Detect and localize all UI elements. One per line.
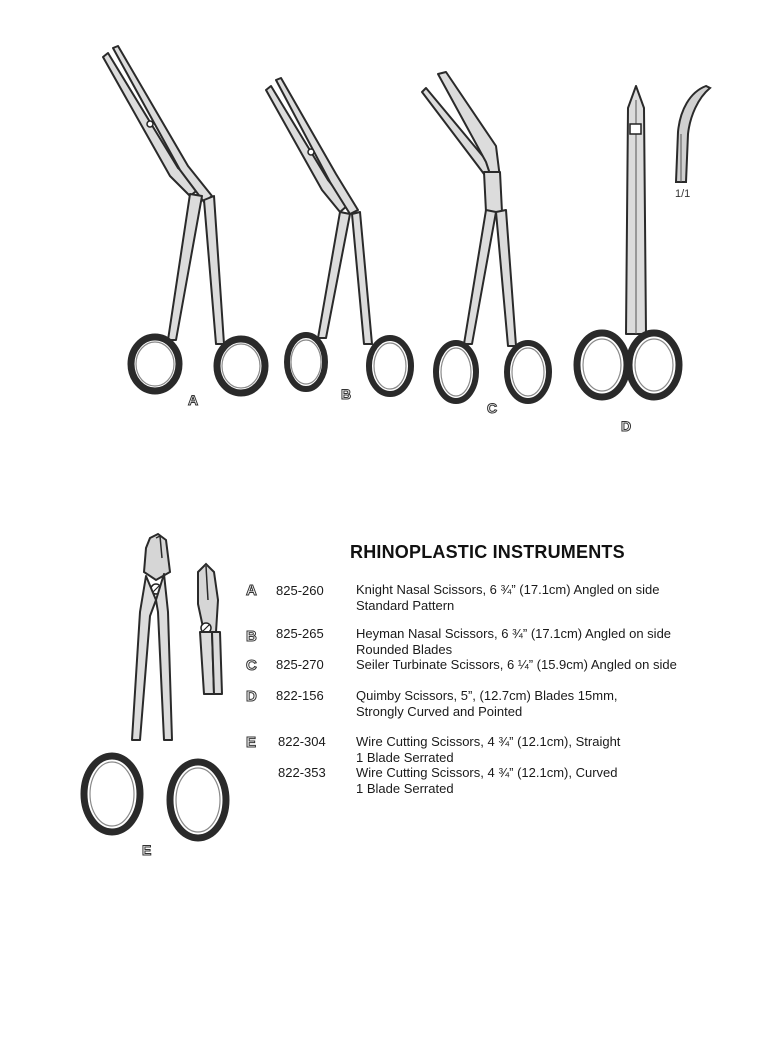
figure-label-c: C (487, 400, 498, 416)
item-description (356, 688, 618, 720)
item-description (356, 582, 659, 614)
item-description-line2: 1 Blade Serrated (356, 750, 454, 765)
item-description (356, 657, 677, 673)
item-code: 822-156 (276, 688, 324, 703)
item-description-line2: 1 Blade Serrated (356, 781, 454, 796)
item-code: 825-270 (276, 657, 324, 672)
item-code: 825-265 (276, 626, 324, 641)
item-description-line1: Wire Cutting Scissors, 4 ¾” (12.1cm), Curved (356, 765, 618, 780)
item-description (356, 626, 671, 658)
item-description-line2: Standard Pattern (356, 598, 455, 613)
item-letter: C (246, 657, 257, 674)
figure-label-e: E (142, 842, 152, 858)
item-code: 822-304 (278, 734, 326, 749)
item-letter: B (246, 628, 257, 645)
item-code: 822-353 (278, 765, 326, 780)
item-description-line1: Knight Nasal Scissors, 6 ¾” (17.1cm) Angled on side (356, 582, 660, 597)
scale-label: 1/1 (675, 188, 691, 200)
catalog-title: RHINOPLASTIC INSTRUMENTS (350, 542, 625, 562)
scissors-e-tip-detail (198, 564, 222, 694)
scissors-a-illustration (103, 46, 265, 393)
item-letter: D (246, 688, 257, 705)
item-description-line1: Heyman Nasal Scissors, 6 ¾” (17.1cm) Angled on side (356, 626, 672, 641)
figure-label-d: D (621, 418, 632, 434)
scissors-d-tip-detail (676, 86, 710, 182)
item-letter: E (246, 734, 257, 751)
scissors-b-illustration (266, 78, 411, 394)
figure-label-b: B (341, 386, 352, 402)
item-description-line1: Quimby Scissors, 5”, (12.7cm) Blades 15mm, (356, 688, 618, 703)
scissors-c-illustration (422, 72, 549, 401)
item-description (356, 734, 620, 766)
item-description-line1: Seiler Turbinate Scissors, 6 ¼” (15.9cm) Angled on side (356, 657, 677, 672)
item-code: 825-260 (276, 583, 324, 598)
item-description-line1: Wire Cutting Scissors, 4 ¾” (12.1cm), Straight (356, 734, 621, 749)
item-description-line2: Rounded Blades (356, 642, 453, 657)
item-letter: A (246, 582, 257, 599)
item-description-line2: Strongly Curved and Pointed (356, 704, 523, 719)
scissors-d-illustration (577, 86, 679, 397)
figure-label-a: A (188, 392, 199, 408)
item-description (356, 765, 618, 797)
